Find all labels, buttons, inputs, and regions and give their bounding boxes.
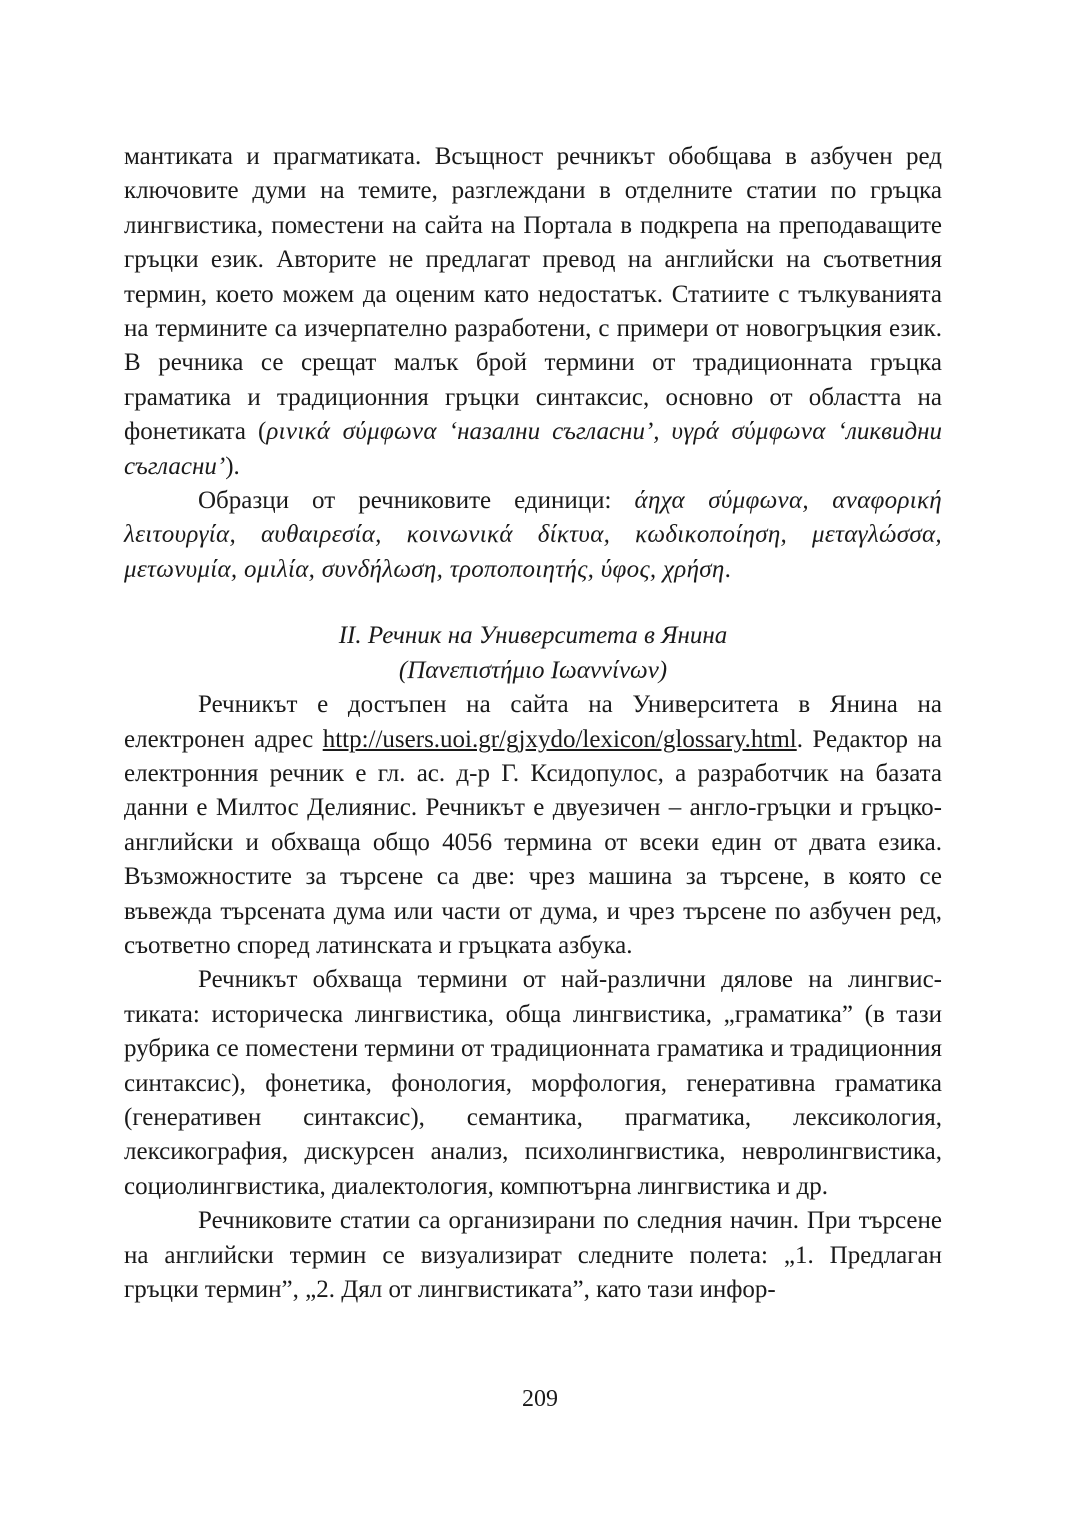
paragraph-access bbox=[124, 688, 942, 963]
gloss-nasal: ‘назални съгласни’, bbox=[436, 418, 672, 446]
access-rest: . Редактор на електронния речник е гл. ас. д-р Г. Ксидопулос, а разработчик на базата данни е Милтос Делиянис. Речникът е двуезичен – англо-гръцки и гръцко-английски и обхваща общо 4056 термина от всеки един от двата езика. Възможностите за търсене са две: чрез машина за търсене, в която се въвежда търсената дума или части от дума, и чрез търсене по азбучен ред, съответно според латинската и гръцката азбука. bbox=[124, 725, 943, 959]
section-title: II. Речник на Университета в Янина bbox=[338, 622, 728, 650]
examples-lead: Образци от речниковите единици: bbox=[198, 487, 635, 515]
examples-end: . bbox=[724, 555, 731, 583]
greek-term-nasal: ρινικά σύμφωνα bbox=[266, 418, 437, 446]
page-body bbox=[124, 140, 942, 1307]
section-heading bbox=[124, 619, 942, 688]
page-number: 209 bbox=[522, 1386, 558, 1412]
greek-term-liquid: υγρά σύμφωνα bbox=[671, 418, 826, 446]
section-subtitle: (Πανεπιστήμιο Ιωαννίνων) bbox=[398, 656, 668, 684]
access-lead: Речникът е достъпен на сайта на Университета в Янина на електронен адрес bbox=[124, 691, 942, 753]
examples-greek-terms: άηχα σύμφωνα, αναφορική λειτουργία, αυθαιρεσία, κοινωνικά δίκτυα, κωδικοποίηση, μεταγλώσσα, μετωνυμία, ομιλία, συνδήλωση, τροποποιητής, ύφος, χρήση bbox=[124, 487, 943, 583]
paragraph-coverage: Речникът обхваща термини от най-различни дялове на лингвистиката: историческа лингвистика, обща лингвистика, „граматика” (в тази рубрика се поместени термини от традиционната граматика и традиционния синтаксис), фонетика, фонология, морфология, генеративна граматика (генеративен синтаксис), семантика, прагматика, лексикология, лексикография, дискурсен анализ, психолингвистика, невролингвистика, социолингвистика, диалектология, компютърна лингвистика и др. bbox=[124, 966, 942, 1200]
paragraph-examples bbox=[124, 484, 942, 587]
gloss-liquid: ‘ликвидни съгласни’ bbox=[124, 418, 943, 480]
glossary-url-link[interactable]: http://users.uoi.gr/gjxydo/lexicon/glossary.html bbox=[322, 725, 797, 753]
paragraph-intro-text: мантиката и прагматиката. Всъщност речникът обобщава в азбучен ред ключовите думи на темите, разглеждани в отделните статии по гръцка лингвистика, поместени на сайта на Портала в подкрепа на преподаващите гръцки език. Авторите не предлагат превод на английски на съответния термин, което можем да оценим като недостатък. Статиите с тълкуванията на термините са изчерпателно разработени, с примери от новогръцкия език. В речника се срещат малък брой термини от традиционната гръцка граматика и традиционния гръцки синтаксис, основно от областта на фонетиката ( bbox=[124, 143, 942, 446]
paragraph-intro-end: ). bbox=[225, 452, 240, 480]
paragraph-intro bbox=[124, 140, 942, 484]
paragraph-structure: Речниковите статии са организирани по следния начин. При търсене на английски термин се визуализират следните полета: „1. Предлаган гръцки термин”, „2. Дял от лингвистиката”, като тази инфор- bbox=[124, 1207, 942, 1303]
